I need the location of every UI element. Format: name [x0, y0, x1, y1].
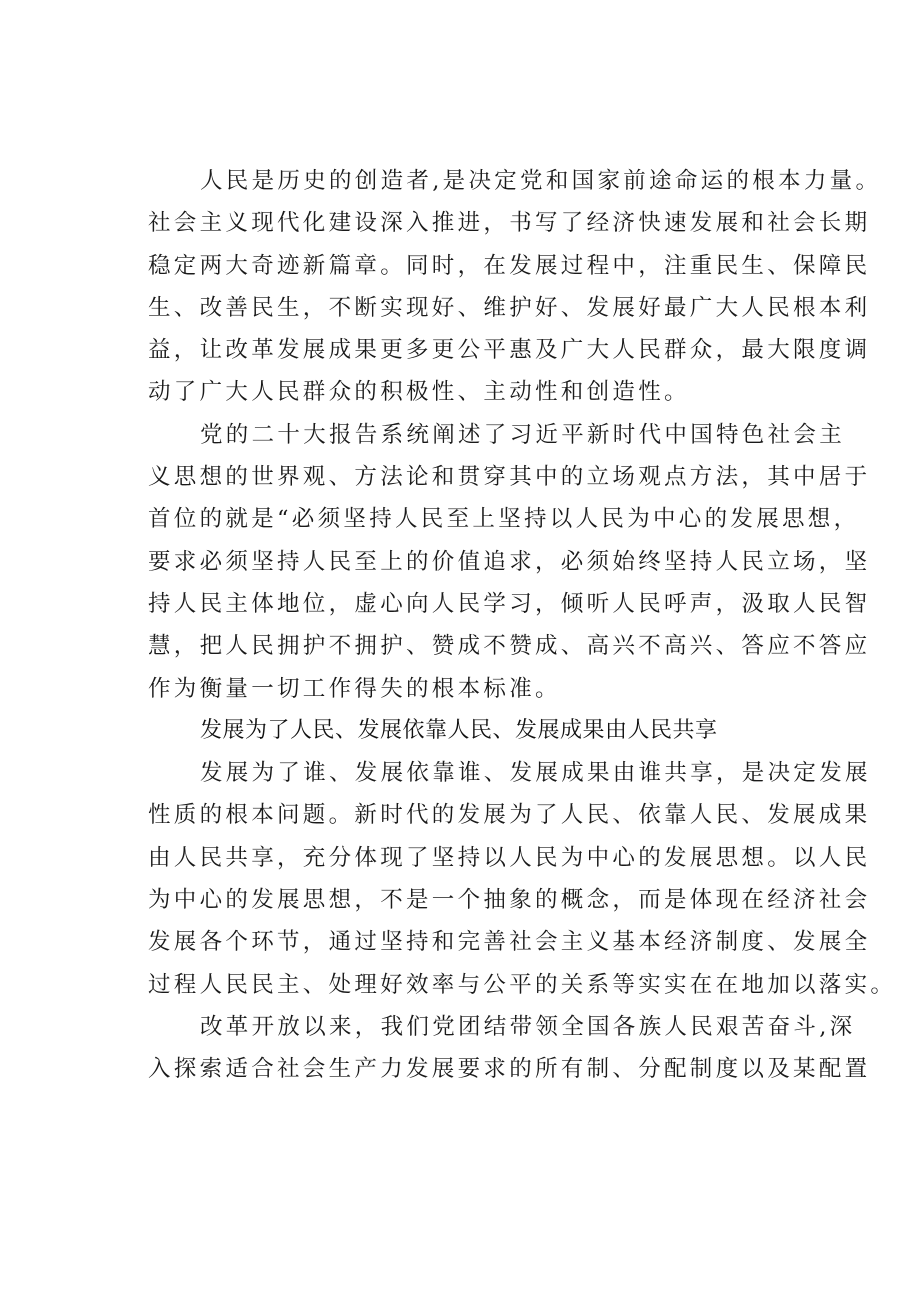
- paragraph-line: 为中心的发展思想，不是一个抽象的概念，而是体现在经济社会: [148, 887, 871, 914]
- paragraph-line: 首位的就是“必须坚持人民至上坚持以人民为中心的发展思想，: [148, 506, 860, 533]
- paragraph-line: 作为衡量一切工作得失的根本标准。: [148, 675, 561, 702]
- paragraph-line: 慧，把人民拥护不拥护、赞成不赞成、高兴不高兴、答应不答应: [148, 633, 871, 660]
- paragraph-line: 党的二十大报告系统阐述了习近平新时代中国特色社会主: [200, 421, 846, 448]
- paragraph-line: 由人民共享，充分体现了坚持以人民为中心的发展思想。以人民: [148, 844, 871, 871]
- paragraph-line: 入探索适合社会生产力发展要求的所有制、分配制度以及某配置: [148, 1056, 871, 1083]
- paragraph-line: 益，让改革发展成果更多更公平惠及广大人民群众，最大限度调: [148, 337, 871, 364]
- paragraph-line: 动了广大人民群众的积极性、主动性和创造性。: [148, 379, 690, 406]
- section-heading: 发展为了人民、发展依靠人民、发展成果由人民共享: [200, 717, 718, 743]
- paragraph-line: 生、改善民生，不断实现好、维护好、发展好最广大人民根本利: [148, 294, 871, 321]
- document-body: [148, 160, 897, 1091]
- paragraph-line: 人民是历史的创造者,是决定党和国家前途命运的根本力量。: [200, 168, 882, 194]
- paragraph-line: 持人民主体地位，虚心向人民学习，倾听人民呼声，汲取人民智: [148, 590, 871, 617]
- paragraph-3: [148, 752, 897, 1006]
- paragraph-1: [148, 160, 882, 414]
- paragraph-line: 义思想的世界观、方法论和贯穿其中的立场观点方法，其中居于: [148, 464, 871, 491]
- paragraph-line: 社会主义现代化建设深入推进，书写了经济快速发展和社会长期: [148, 210, 871, 237]
- paragraph-line: 要求必须坚持人民至上的价值追求，必须始终坚持人民立场，坚: [148, 548, 871, 575]
- paragraph-line: 改革开放以来，我们党团结带领全国各族人民艰苦奋斗,深: [200, 1013, 856, 1040]
- paragraph-line: 过程人民民主、处理好效率与公平的关系等实实在在地加以落实。: [148, 971, 897, 998]
- paragraph-4: [148, 1006, 871, 1091]
- paragraph-line: 性质的根本问题。新时代的发展为了人民、依靠人民、发展成果: [148, 802, 871, 829]
- paragraph-line: 发展各个环节，通过坚持和完善社会主义基本经济制度、发展全: [148, 929, 871, 956]
- paragraph-line: 稳定两大奇迹新篇章。同时，在发展过程中，注重民生、保障民: [148, 252, 871, 279]
- paragraph-line: 发展为了谁、发展依靠谁、发展成果由谁共享，是决定发展: [200, 760, 871, 787]
- paragraph-2: [148, 414, 871, 710]
